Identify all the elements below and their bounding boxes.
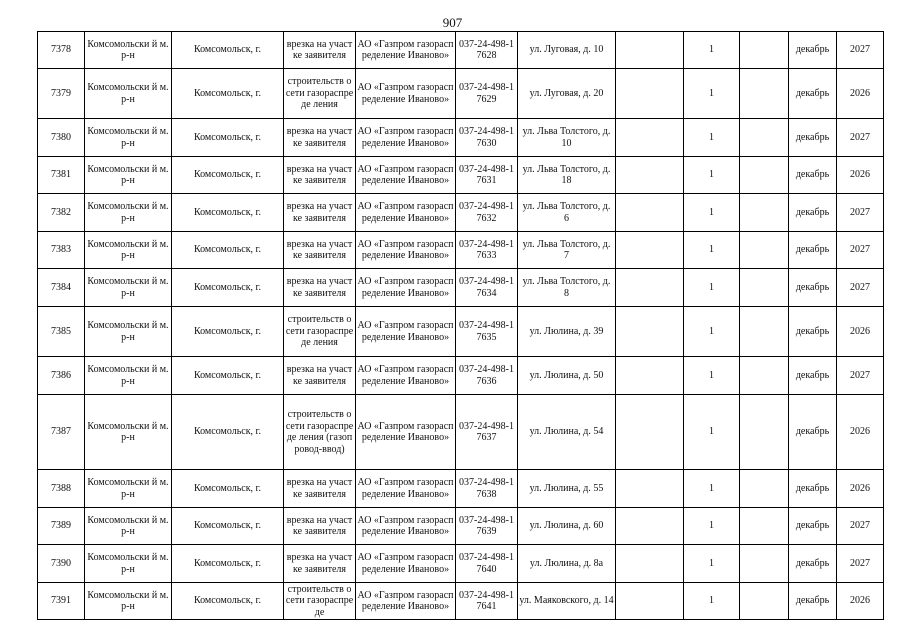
table-row (38, 232, 884, 269)
district-cell: Комсомольски й м.р-н (85, 232, 172, 269)
year-cell: 2026 (837, 395, 884, 470)
code-cell: 037-24-498-17629 (456, 69, 518, 119)
empty-cell (740, 470, 789, 508)
row-number: 7384 (38, 269, 85, 307)
empty-cell (616, 119, 684, 157)
quantity-cell: 1 (684, 157, 740, 194)
year-cell: 2026 (837, 157, 884, 194)
row-number: 7385 (38, 307, 85, 357)
district-cell: Комсомольски й м.р-н (85, 395, 172, 470)
address-cell: ул. Льва Толстого, д. 6 (518, 194, 616, 232)
page-number: 907 (442, 15, 463, 30)
month-cell: декабрь (789, 269, 837, 307)
connection-type-cell: врезка на участке заявителя (284, 269, 356, 307)
locality-cell: Комсомольск, г. (172, 119, 284, 157)
code-cell: 037-24-498-17640 (456, 545, 518, 583)
quantity-cell: 1 (684, 583, 740, 620)
address-cell: ул. Люлина, д. 39 (518, 307, 616, 357)
year-cell: 2026 (837, 69, 884, 119)
connection-type-cell: врезка на участке заявителя (284, 157, 356, 194)
district-cell: Комсомольски й м.р-н (85, 269, 172, 307)
table-row (38, 545, 884, 583)
quantity-cell: 1 (684, 119, 740, 157)
row-number: 7390 (38, 545, 85, 583)
year-cell: 2027 (837, 194, 884, 232)
empty-cell (616, 307, 684, 357)
row-number: 7383 (38, 232, 85, 269)
month-cell: декабрь (789, 232, 837, 269)
row-number: 7389 (38, 508, 85, 545)
empty-cell (740, 157, 789, 194)
owner-cell: АО «Газпром газораспределение Иваново» (356, 269, 456, 307)
address-cell: ул. Люлина, д. 55 (518, 470, 616, 508)
empty-cell (740, 269, 789, 307)
table-row (38, 157, 884, 194)
owner-cell: АО «Газпром газораспределение Иваново» (356, 357, 456, 395)
year-cell: 2027 (837, 508, 884, 545)
connection-type-cell: врезка на участке заявителя (284, 32, 356, 69)
empty-cell (616, 69, 684, 119)
district-cell: Комсомольски й м.р-н (85, 508, 172, 545)
locality-cell: Комсомольск, г. (172, 395, 284, 470)
quantity-cell: 1 (684, 194, 740, 232)
table-row (38, 194, 884, 232)
district-cell: Комсомольски й м.р-н (85, 583, 172, 620)
year-cell: 2026 (837, 307, 884, 357)
district-cell: Комсомольски й м.р-н (85, 545, 172, 583)
connection-type-cell: врезка на участке заявителя (284, 232, 356, 269)
owner-cell: АО «Газпром газораспределение Иваново» (356, 119, 456, 157)
row-number: 7386 (38, 357, 85, 395)
year-cell: 2026 (837, 583, 884, 620)
empty-cell (740, 119, 789, 157)
connection-type-cell: врезка на участке заявителя (284, 508, 356, 545)
table-row (38, 32, 884, 69)
empty-cell (740, 395, 789, 470)
address-cell: ул. Льва Толстого, д. 8 (518, 269, 616, 307)
locality-cell: Комсомольск, г. (172, 307, 284, 357)
locality-cell: Комсомольск, г. (172, 232, 284, 269)
month-cell: декабрь (789, 69, 837, 119)
address-cell: ул. Льва Толстого, д. 18 (518, 157, 616, 194)
locality-cell: Комсомольск, г. (172, 157, 284, 194)
quantity-cell: 1 (684, 545, 740, 583)
empty-cell (616, 470, 684, 508)
empty-cell (740, 32, 789, 69)
quantity-cell: 1 (684, 232, 740, 269)
connection-type-cell: врезка на участке заявителя (284, 194, 356, 232)
connection-type-cell: строительств о сети газораспреде (284, 583, 356, 620)
code-cell: 037-24-498-17633 (456, 232, 518, 269)
table-row (38, 508, 884, 545)
locality-cell: Комсомольск, г. (172, 357, 284, 395)
locality-cell: Комсомольск, г. (172, 69, 284, 119)
connection-type-cell: строительств о сети газораспреде ления (газопровод-ввод) (284, 395, 356, 470)
code-cell: 037-24-498-17631 (456, 157, 518, 194)
table-row (38, 69, 884, 119)
code-cell: 037-24-498-17634 (456, 269, 518, 307)
locality-cell: Комсомольск, г. (172, 583, 284, 620)
table-row (38, 395, 884, 470)
address-cell: ул. Луговая, д. 20 (518, 69, 616, 119)
empty-cell (616, 32, 684, 69)
empty-cell (616, 194, 684, 232)
empty-cell (740, 69, 789, 119)
quantity-cell: 1 (684, 69, 740, 119)
owner-cell: АО «Газпром газораспределение Иваново» (356, 69, 456, 119)
code-cell: 037-24-498-17628 (456, 32, 518, 69)
address-cell: ул. Люлина, д. 54 (518, 395, 616, 470)
owner-cell: АО «Газпром газораспределение Иваново» (356, 545, 456, 583)
code-cell: 037-24-498-17635 (456, 307, 518, 357)
code-cell: 037-24-498-17632 (456, 194, 518, 232)
code-cell: 037-24-498-17641 (456, 583, 518, 620)
year-cell: 2027 (837, 119, 884, 157)
month-cell: декабрь (789, 32, 837, 69)
row-number: 7378 (38, 32, 85, 69)
address-cell: ул. Люлина, д. 60 (518, 508, 616, 545)
row-number: 7381 (38, 157, 85, 194)
empty-cell (616, 508, 684, 545)
row-number: 7379 (38, 69, 85, 119)
quantity-cell: 1 (684, 395, 740, 470)
empty-cell (616, 232, 684, 269)
month-cell: декабрь (789, 395, 837, 470)
district-cell: Комсомольски й м.р-н (85, 470, 172, 508)
connection-type-cell: врезка на участке заявителя (284, 545, 356, 583)
owner-cell: АО «Газпром газораспределение Иваново» (356, 395, 456, 470)
quantity-cell: 1 (684, 357, 740, 395)
district-cell: Комсомольски й м.р-н (85, 194, 172, 232)
month-cell: декабрь (789, 157, 837, 194)
row-number: 7388 (38, 470, 85, 508)
owner-cell: АО «Газпром газораспределение Иваново» (356, 583, 456, 620)
year-cell: 2026 (837, 470, 884, 508)
year-cell: 2027 (837, 545, 884, 583)
code-cell: 037-24-498-17636 (456, 357, 518, 395)
district-cell: Комсомольски й м.р-н (85, 32, 172, 69)
owner-cell: АО «Газпром газораспределение Иваново» (356, 194, 456, 232)
year-cell: 2027 (837, 32, 884, 69)
code-cell: 037-24-498-17637 (456, 395, 518, 470)
year-cell: 2027 (837, 269, 884, 307)
empty-cell (740, 232, 789, 269)
empty-cell (740, 307, 789, 357)
owner-cell: АО «Газпром газораспределение Иваново» (356, 232, 456, 269)
row-number: 7382 (38, 194, 85, 232)
code-cell: 037-24-498-17639 (456, 508, 518, 545)
empty-cell (616, 269, 684, 307)
empty-cell (616, 157, 684, 194)
quantity-cell: 1 (684, 470, 740, 508)
district-cell: Комсомольски й м.р-н (85, 157, 172, 194)
locality-cell: Комсомольск, г. (172, 545, 284, 583)
empty-cell (740, 508, 789, 545)
locality-cell: Комсомольск, г. (172, 508, 284, 545)
month-cell: декабрь (789, 583, 837, 620)
district-cell: Комсомольски й м.р-н (85, 357, 172, 395)
address-cell: ул. Маяковского, д. 14 (518, 583, 616, 620)
owner-cell: АО «Газпром газораспределение Иваново» (356, 470, 456, 508)
address-cell: ул. Льва Толстого, д. 7 (518, 232, 616, 269)
locality-cell: Комсомольск, г. (172, 194, 284, 232)
empty-cell (740, 545, 789, 583)
code-cell: 037-24-498-17630 (456, 119, 518, 157)
month-cell: декабрь (789, 357, 837, 395)
empty-cell (616, 545, 684, 583)
quantity-cell: 1 (684, 32, 740, 69)
month-cell: декабрь (789, 545, 837, 583)
row-number: 7387 (38, 395, 85, 470)
district-cell: Комсомольски й м.р-н (85, 119, 172, 157)
empty-cell (740, 357, 789, 395)
empty-cell (616, 357, 684, 395)
month-cell: декабрь (789, 307, 837, 357)
locality-cell: Комсомольск, г. (172, 470, 284, 508)
code-cell: 037-24-498-17638 (456, 470, 518, 508)
empty-cell (616, 395, 684, 470)
connection-type-cell: строительств о сети газораспреде ления (284, 69, 356, 119)
owner-cell: АО «Газпром газораспределение Иваново» (356, 307, 456, 357)
locality-cell: Комсомольск, г. (172, 269, 284, 307)
connection-type-cell: врезка на участке заявителя (284, 470, 356, 508)
registry-table (37, 31, 884, 620)
table-row (38, 269, 884, 307)
table-row (38, 470, 884, 508)
empty-cell (616, 583, 684, 620)
table-row (38, 119, 884, 157)
empty-cell (740, 194, 789, 232)
district-cell: Комсомольски й м.р-н (85, 307, 172, 357)
quantity-cell: 1 (684, 269, 740, 307)
table-row (38, 307, 884, 357)
address-cell: ул. Льва Толстого, д. 10 (518, 119, 616, 157)
owner-cell: АО «Газпром газораспределение Иваново» (356, 508, 456, 545)
month-cell: декабрь (789, 470, 837, 508)
month-cell: декабрь (789, 119, 837, 157)
year-cell: 2027 (837, 357, 884, 395)
quantity-cell: 1 (684, 307, 740, 357)
address-cell: ул. Люлина, д. 50 (518, 357, 616, 395)
row-number: 7391 (38, 583, 85, 620)
connection-type-cell: врезка на участке заявителя (284, 119, 356, 157)
address-cell: ул. Люлина, д. 8а (518, 545, 616, 583)
quantity-cell: 1 (684, 508, 740, 545)
connection-type-cell: врезка на участке заявителя (284, 357, 356, 395)
empty-cell (740, 583, 789, 620)
month-cell: декабрь (789, 194, 837, 232)
table-row (38, 583, 884, 620)
owner-cell: АО «Газпром газораспределение Иваново» (356, 157, 456, 194)
year-cell: 2027 (837, 232, 884, 269)
connection-type-cell: строительств о сети газораспреде ления (284, 307, 356, 357)
table-row (38, 357, 884, 395)
month-cell: декабрь (789, 508, 837, 545)
locality-cell: Комсомольск, г. (172, 32, 284, 69)
row-number: 7380 (38, 119, 85, 157)
owner-cell: АО «Газпром газораспределение Иваново» (356, 32, 456, 69)
address-cell: ул. Луговая, д. 10 (518, 32, 616, 69)
district-cell: Комсомольски й м.р-н (85, 69, 172, 119)
